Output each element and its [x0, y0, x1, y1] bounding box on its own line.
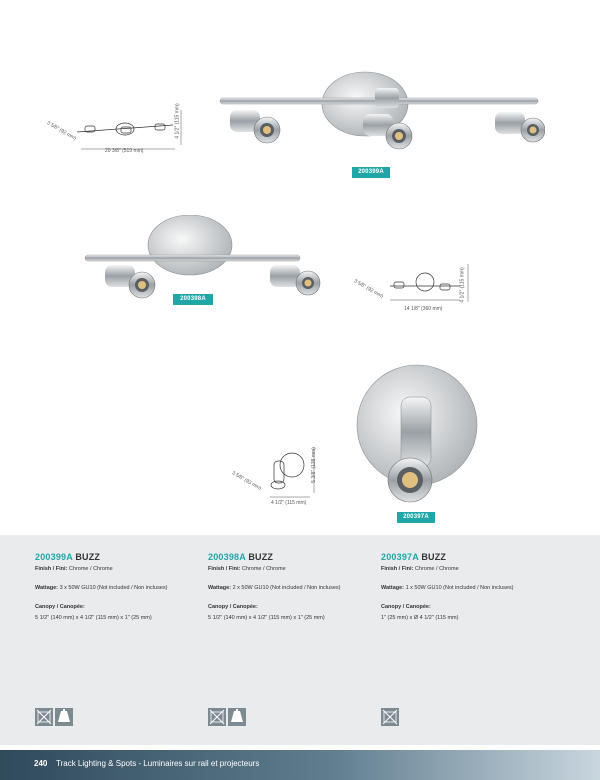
product-code: 200398A — [208, 552, 246, 562]
wattage-line — [381, 585, 556, 592]
dim-height-200399A: 4 1/2" (115 mm) — [174, 103, 181, 139]
dim-height-200398A: 4 1/2" (115 mm) — [459, 267, 466, 303]
section-title: Track Lighting & Spots - Luminaires sur rail et projecteurs — [56, 759, 260, 768]
wattage-value: 1 x 50W GU10 (Not included / Non incluses) — [405, 585, 514, 591]
wattage-value: 2 x 50W GU10 (Not included / Non incluses) — [232, 585, 341, 591]
product-photo-200398A — [80, 215, 330, 305]
product-name: BUZZ — [75, 552, 101, 562]
finish-value: Chrome / Chrome — [68, 566, 113, 572]
spec-title — [208, 552, 383, 562]
wattage-line — [35, 585, 210, 592]
wattage-line — [208, 585, 383, 592]
product-name: BUZZ — [248, 552, 274, 562]
wattage-label: Wattage: — [35, 585, 59, 591]
page-number: 240 — [34, 759, 48, 768]
dim-width-200399A: 20 3/8" (519 mm) — [105, 148, 144, 154]
finish-label: Finish / Fini: — [381, 566, 414, 572]
dim-width-200398A: 14 1/8" (360 mm) — [404, 306, 443, 312]
canopy-label: Canopy / Canopée: — [381, 604, 431, 610]
no-dimmer-icon — [35, 708, 53, 726]
page-footer — [0, 750, 600, 780]
badge-200397A: 200397A — [397, 512, 435, 523]
finish-label: Finish / Fini: — [35, 566, 68, 572]
dim-height-200397A: 5 3/8" (138 mm) — [310, 447, 317, 483]
canopy-value: 1" (25 mm) x Ø 4 1/2" (115 mm) — [381, 615, 459, 621]
dim-width-200397A: 4 1/2" (115 mm) — [271, 500, 307, 506]
icons-200399A — [35, 708, 75, 728]
product-code: 200399A — [35, 552, 73, 562]
finish-value: Chrome / Chrome — [241, 566, 286, 572]
no-dimmer-icon — [208, 708, 226, 726]
canopy-value: 5 1/2" (140 mm) x 4 1/2" (115 mm) x 1" (25 mm) — [35, 615, 152, 621]
dim-depth-200398A: 3 5/8" (92 mm) — [352, 278, 385, 300]
badge-200399A: 200399A — [352, 167, 390, 178]
icons-200398A — [208, 708, 248, 728]
finish-label: Finish / Fini: — [208, 566, 241, 572]
canopy-value: 5 1/2" (140 mm) x 4 1/2" (115 mm) x 1" (25 mm) — [208, 615, 325, 621]
dim-depth-200399A: 3 5/8" (92 mm) — [45, 120, 78, 142]
spec-column-200397A — [381, 552, 556, 622]
spot-light-icon — [228, 708, 246, 726]
wattage-label: Wattage: — [381, 585, 405, 591]
product-code: 200397A — [381, 552, 419, 562]
spec-title — [381, 552, 556, 562]
product-photo-200399A — [215, 70, 545, 160]
product-photo-200397A — [355, 345, 480, 515]
spot-light-icon — [55, 708, 73, 726]
finish-line — [208, 566, 383, 573]
badge-200398A: 200398A — [173, 294, 213, 305]
no-dimmer-icon — [381, 708, 399, 726]
finish-value: Chrome / Chrome — [414, 566, 459, 572]
spec-title — [35, 552, 210, 562]
product-name: BUZZ — [421, 552, 447, 562]
dim-depth-200397A: 3 5/8" (93 mm) — [230, 470, 263, 492]
canopy-label: Canopy / Canopée: — [208, 604, 258, 610]
dimension-drawing-200398A — [380, 262, 490, 312]
canopy-label: Canopy / Canopée: — [35, 604, 85, 610]
spec-column-200398A — [208, 552, 383, 622]
spec-column-200399A — [35, 552, 210, 622]
icons-200397A — [381, 708, 401, 728]
wattage-label: Wattage: — [208, 585, 232, 591]
wattage-value: 3 x 50W GU10 (Not included / Non incluses) — [59, 585, 168, 591]
finish-line — [35, 566, 210, 573]
finish-line — [381, 566, 556, 573]
